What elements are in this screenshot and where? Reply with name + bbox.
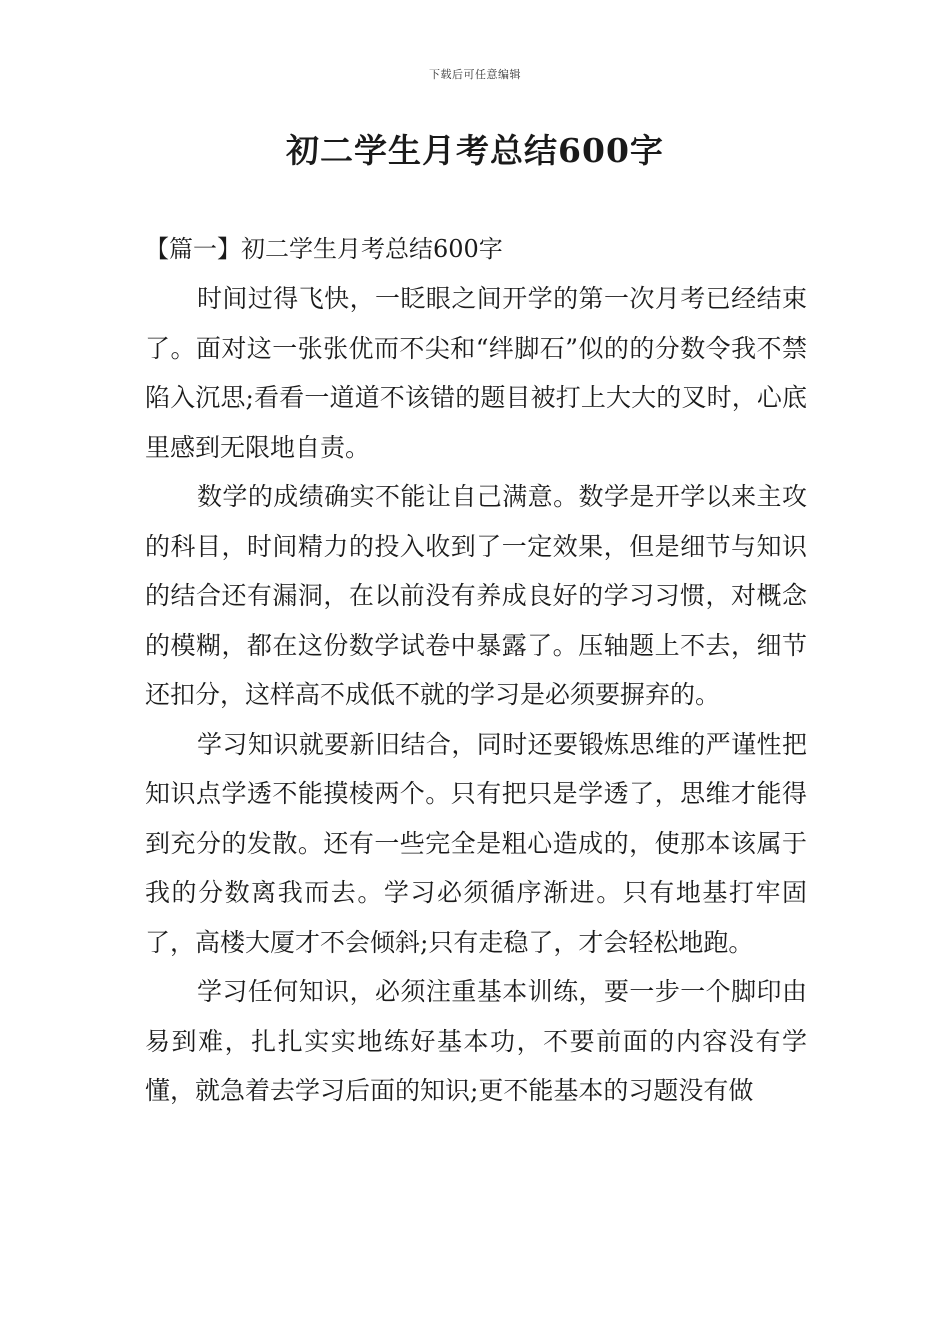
paragraph-1: 时间过得飞快，一眨眼之间开学的第一次月考已经结束了。面对这一张张优而不尖和“绊脚石”似的的分数令我不禁陷入沉思;看看一道道不该错的题目被打上大大的叉时，心底里感到无限地自责。 [145, 284, 807, 462]
header-note: 下载后可任意编辑 [429, 68, 521, 81]
document-body [145, 228, 807, 1116]
paragraph-4: 学习任何知识，必须注重基本训练，要一步一个脚印由易到难，扎扎实实地练好基本功，不要前面的内容没有学懂，就急着去学习后面的知识;更不能基本的习题没有做 [145, 977, 807, 1105]
paragraph-2: 数学的成绩确实不能让自己满意。数学是开学以来主攻的科目，时间精力的投入收到了一定效果，但是细节与知识的结合还有漏洞，在以前没有养成良好的学习习惯，对概念的模糊，都在这份数学试卷中暴露了。压轴题上不去，细节还扣分，这样高不成低不就的学习是必须要摒弃的。 [145, 482, 807, 709]
section-heading: 【篇一】初二学生月考总结600字 [145, 235, 503, 263]
page-title: 初二学生月考总结600字 [286, 131, 664, 170]
paragraph-3: 学习知识就要新旧结合，同时还要锻炼思维的严谨性把知识点学透不能摸棱两个。只有把只是学透了，思维才能得到充分的发散。还有一些完全是粗心造成的，使那本该属于我的分数离我而去。学习必须循序渐进。只有地基打牢固了，高楼大厦才不会倾斜;只有走稳了，才会轻松地跑。 [145, 729, 807, 957]
